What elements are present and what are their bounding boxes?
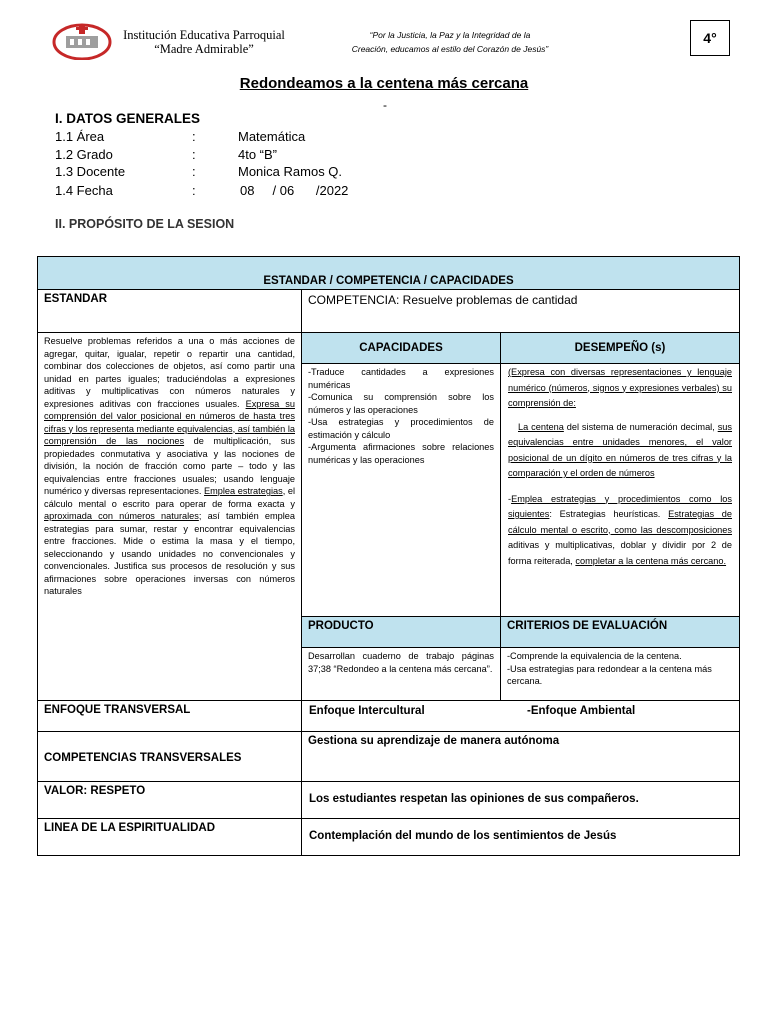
- page-title: Redondeamos a la centena más cercana: [239, 75, 529, 92]
- general-data-heading: I. DATOS GENERALES: [55, 111, 201, 126]
- school-logo: [52, 20, 112, 60]
- row-sep: :: [192, 129, 196, 144]
- producto-text: Desarrollan cuaderno de trabajo páginas 37;38 “Redondeo a la centena más cercana”.: [301, 647, 501, 701]
- row-label: 1.2 Grado: [55, 147, 113, 162]
- table-banner: ESTANDAR / COMPETENCIA / CAPACIDADES: [37, 256, 740, 290]
- comp-trans-label: COMPETENCIAS TRANSVERSALES: [37, 731, 302, 782]
- linea-label: LINEA DE LA ESPIRITUALIDAD: [37, 818, 302, 856]
- estandar-text: Resuelve problemas referidos a una o más acciones de agregar, quitar, igualar, repetir o repartir una cantidad, combinar dos colecciones de objetos, así como partir una unidad en partes iguales; traduciéndolas a expresiones aditivas y multiplicativas con números naturales y expresiones aditivas con fracciones usuales. Expresa su comprensión del valor posicional en números de hasta tres cifras y los representa mediante equivalencias, así también la comprensión de las nociones de multiplicación, sus propiedades conmutativa y asociativa y las nociones de división, la noción de fracción como parte – todo y las equivalencias entre fracciones usuales; usando lenguaje numérico y diversas representaciones. Emplea estrategias, el cálculo mental o escrito para operar de forma exacta y aproximada con números naturales; así también emplea estrategias para sumar, restar y encontrar equivalencias entre fracciones. Mide o estima la masa y el tiempo, seleccionando y usando unidades no convencionales y convencionales. Justifica sus procesos de resolución y sus afirmaciones sobre operaciones inversas con números naturales: [37, 332, 302, 701]
- row-label: 1.3 Docente: [55, 164, 126, 179]
- row-value: Matemática: [238, 129, 306, 144]
- row-sep: :: [192, 183, 196, 198]
- linea-cell: Contemplación del mundo de los sentimientos de Jesús: [301, 818, 740, 856]
- capacidades-header: CAPACIDADES: [301, 332, 501, 364]
- enfoque-intercultural: Enfoque Intercultural: [309, 705, 425, 717]
- row-value: 08 / 06 /2022: [240, 183, 349, 198]
- enfoque-cell: [301, 700, 740, 732]
- row-label: 1.1 Área: [55, 129, 105, 144]
- purpose-heading: II. PROPÓSITO DE LA SESION: [55, 217, 235, 231]
- grade-badge: 4°: [690, 20, 730, 56]
- comp-trans-cell: Gestiona su aprendizaje de manera autónoma: [301, 731, 740, 782]
- desempeno-header: DESEMPEÑO (s): [500, 332, 740, 364]
- capacidades-text: -Traduce cantidades a expresiones numéricas -Comunica su comprensión sobre los números y las operaciones -Usa estrategias y procedimientos de estimación y cálculo -Argumenta afirmaciones sobre relaciones numéricas y las operaciones: [301, 363, 501, 617]
- enfoque-ambiental: -Enfoque Ambiental: [527, 705, 636, 717]
- row-sep: :: [192, 164, 196, 179]
- row-value: Monica Ramos Q.: [238, 164, 343, 179]
- producto-header: PRODUCTO: [301, 616, 501, 648]
- enfoque-label: ENFOQUE TRANSVERSAL: [37, 700, 302, 732]
- valor-label: VALOR: RESPETO: [37, 781, 302, 819]
- valor-cell: Los estudiantes respetan las opiniones de sus compañeros.: [301, 781, 740, 819]
- competencia-cell: COMPETENCIA: Resuelve problemas de cantidad: [301, 289, 740, 333]
- row-value: 4to “B”: [238, 147, 278, 162]
- institution-name: Institución Educativa Parroquial “Madre Admirable”: [123, 28, 285, 56]
- criterios-text: -Comprende la equivalencia de la centena. -Usa estrategias para redondear a la centena más cercana.: [500, 647, 740, 701]
- row-sep: :: [192, 147, 196, 162]
- desempeno-text: (Expresa con diversas representaciones y lenguaje numérico (números, signos y expresiones verbales) su comprensión de: La centena del sistema de numeración decimal, sus equivalencias entre unidades menores, el valor posicional de un dígito en números de tres cifras y la comparación y el orden de números -Emplea estrategias y procedimientos como los siguientes: Estrategias heurísticas. Estrategias de cálculo mental o escrito, como las descomposiciones aditivas y multiplicativas, doblar y dividir por 2 de forma reiterada, completar a la centena más cercano.: [500, 363, 740, 617]
- criterios-header: CRITERIOS DE EVALUACIÓN: [500, 616, 740, 648]
- estandar-label: ESTANDAR: [37, 289, 302, 333]
- row-label: 1.4 Fecha: [55, 183, 113, 198]
- separator-dash: -: [383, 98, 387, 112]
- school-motto: “Por la Justicia, la Paz y la Integridad de la Creación, educamos al estilo del Corazón de Jesús”: [351, 30, 549, 54]
